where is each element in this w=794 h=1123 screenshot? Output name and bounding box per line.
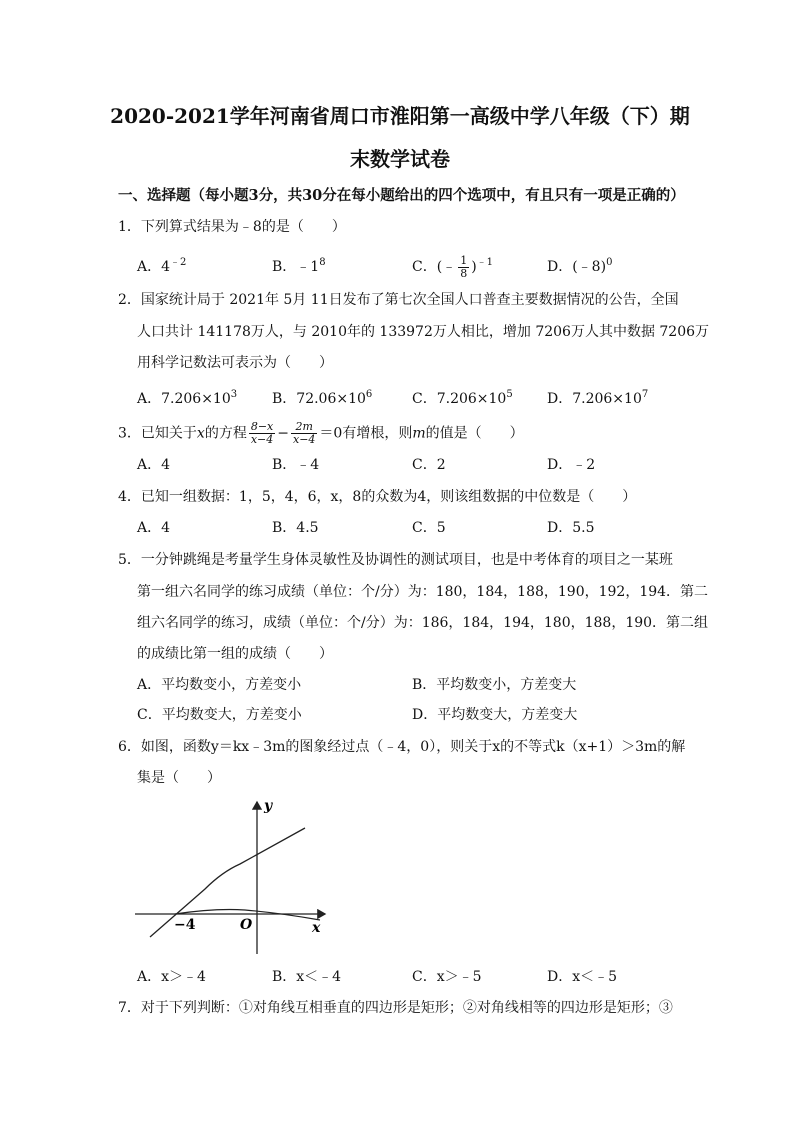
question-7-line-1: 7．对于下列判断：①对角线互相垂直的四边形是矩形；②对角线相等的四边形是矩形；③ — [118, 1000, 673, 1016]
question-2-option-a: A．$7.206\times 10^3$ — [137, 389, 238, 407]
question-2-option-c: C．$7.206\times 10^5$ — [412, 389, 513, 407]
question-5-line-3: 组六名同学的练习，成绩（单位：个/分）为：186，184，194，180，188，190．第二组 — [137, 615, 709, 631]
question-3-option-c: C．2 — [412, 457, 446, 473]
question-3-option-b: B．﹣4 — [272, 457, 320, 473]
question-1-stem: 1．下列算式结果为﹣8的是（ ） — [118, 219, 346, 235]
question-4-stem: 4．已知一组数据：1，5，4，6，x，8的众数为4，则该组数据的中位数是（ ） — [118, 489, 637, 505]
question-1-option-d: D．(﹣8)$^0$ — [547, 257, 613, 275]
fraction-one-eighth: $\frac{1}{8}$ — [460, 253, 468, 280]
question-5-line-1: 5．一分钟跳绳是考量学生身体灵敏性及协调性的测试项目，也是中考体育的项目之一某班 — [118, 552, 673, 568]
question-4-option-a: A．4 — [137, 520, 171, 536]
question-2-line-1: 2．国家统计局于 2021年 5月 11日发布了第七次全国人口普查主要数据情况的公告，全国 — [118, 292, 679, 308]
question-2-line-3: 用科学记数法可表示为（ ） — [137, 355, 333, 371]
question-5-option-a: A．平均数变小，方差变小 — [137, 677, 302, 693]
question-4-option-c: C．5 — [412, 520, 446, 536]
graph-label-origin: O — [240, 917, 253, 933]
exam-title-line-2: 末数学试卷 — [350, 147, 450, 171]
question-5-line-4: 的成绩比第一组的成绩（ ） — [137, 646, 333, 662]
question-5-option-c: C．平均数变大，方差变小 — [137, 707, 302, 723]
question-6-option-c: C．x＞﹣5 — [412, 969, 482, 985]
question-4-option-d: D．5.5 — [547, 520, 595, 536]
question-6-line-1: 6．如图，函数y＝kx﹣3m的图象经过点（﹣4，0），则关于x的不等式k（x+1）＞3m的解 — [118, 739, 686, 755]
fraction-2m: $\frac{2m}{x-4}$ — [292, 420, 316, 446]
question-6-option-a: A．x＞﹣4 — [137, 969, 206, 985]
question-5-option-d: D．平均数变大，方差变大 — [412, 707, 578, 723]
section-heading-choice: 一、选择题（每小题3分，共30分在每小题给出的四个选项中，有且只有一项是正确的） — [118, 187, 685, 204]
graph-label-minus-4: −4 — [174, 917, 196, 933]
question-3-option-d: D．﹣2 — [547, 457, 596, 473]
question-2-option-d: D．$7.206\times 10^7$ — [547, 389, 649, 407]
question-6-option-d: D．x＜﹣5 — [547, 969, 618, 985]
question-1-option-b: B．$﹣1^8$ — [272, 257, 326, 275]
question-2-option-b: B．$72.06\times 10^6$ — [272, 389, 373, 407]
question-4-option-b: B．4.5 — [272, 520, 319, 536]
graph-label-x: x — [312, 920, 321, 936]
question-3-stem: 3．已知关于x的方程 $\frac{8-x}{x-4}$ − $\frac{2m}{x-4}$ ＝0有增根，则m的值是（ ） — [118, 420, 524, 446]
question-2-line-2: 人口共计 141178万人，与 2010年的 133972万人相比，增加 7206万人其中数据 7206万 — [137, 324, 710, 340]
question-6-line-2: 集是（ ） — [137, 770, 221, 786]
question-1-option-c: C．(﹣ $\frac{1}{8}$ )$^{﹣1}$ — [412, 253, 494, 280]
question-6-option-b: B．x＜﹣4 — [272, 969, 342, 985]
question-5-line-2: 第一组六名同学的练习成绩（单位：个/分）为：180，184，188，190，192，194．第二 — [137, 584, 709, 600]
question-1-option-a: A．$4^{﹣2}$ — [137, 257, 187, 275]
question-6-function-graph — [130, 792, 340, 962]
question-5-option-b: B．平均数变小，方差变大 — [412, 677, 577, 693]
exam-title-line-1: 2020-2021学年河南省周口市淮阳第一高级中学八年级（下）期 — [110, 104, 690, 128]
fraction-8-minus-x: $\frac{8-x}{x-4}$ — [250, 420, 274, 446]
graph-label-y: y — [264, 798, 273, 814]
question-3-option-a: A．4 — [137, 457, 171, 473]
